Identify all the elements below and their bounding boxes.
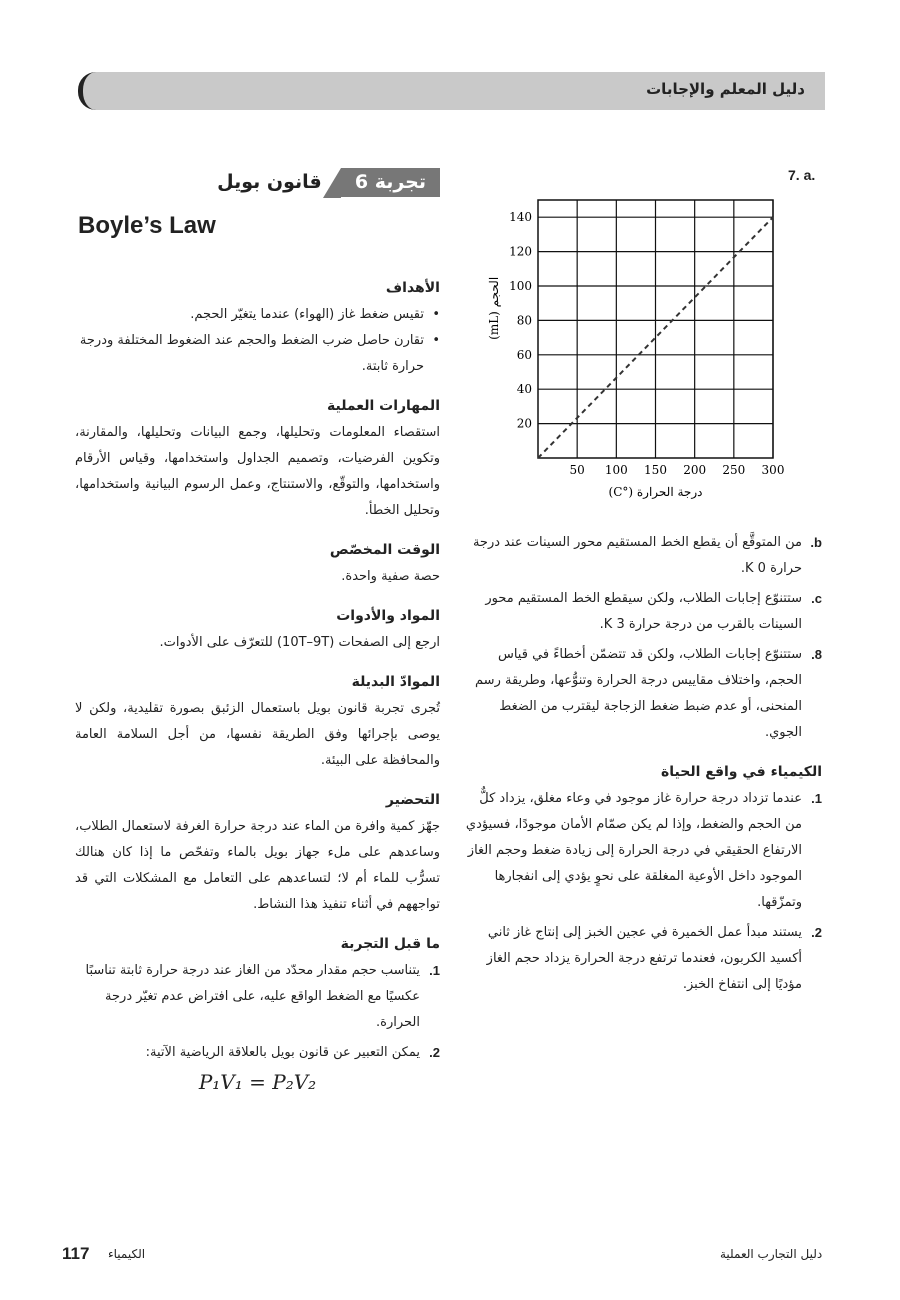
footer-book-title: دليل التجارب العملية <box>720 1247 823 1261</box>
pre-lab-item <box>75 958 440 1036</box>
item-text: من المتوقَّع أن يقطع الخط المستقيم محور السينات عند درجة حرارة 0 K. <box>472 535 802 576</box>
experiment-heading <box>75 168 440 202</box>
real-life-item <box>462 786 822 916</box>
x-axis-label: درجة الحرارة (°C) <box>608 485 703 499</box>
right-content <box>462 530 822 1002</box>
experiment-title: قانون بويل <box>217 171 322 193</box>
item-number: c. <box>811 591 822 606</box>
x-tick-label: 50 <box>569 463 585 477</box>
header-bar <box>78 72 825 110</box>
item-number: 1. <box>429 963 440 978</box>
goal-item: • تقيس ضغط غاز (الهواء) عندما يتغيّر الحجم. <box>75 302 440 328</box>
pre-lab-heading: ما قبل التجربة <box>340 936 440 952</box>
left-column <box>75 168 440 202</box>
materials-text: ارجع إلى الصفحات (10T–9T) للتعرّف على الأدوات. <box>159 635 440 650</box>
experiment-title-en: Boyle’s Law <box>78 212 216 239</box>
boyle-formula: P₁V₁ = P₂V₂ <box>198 1070 317 1094</box>
item-number: 2. <box>429 1045 440 1060</box>
y-tick-label: 140 <box>509 210 532 225</box>
alt-materials-heading: الموادّ البديلة <box>351 674 440 690</box>
x-tick-label: 300 <box>761 463 785 477</box>
item-text: يمكن التعبير عن قانون بويل بالعلاقة الرياضية الآتية: <box>145 1045 420 1060</box>
experiment-tag: تجربة 6 <box>341 168 440 197</box>
item-text: ستتنوّع إجابات الطلاب، ولكن سيقطع الخط المستقيم محور السينات بالقرب من درجة حرارة 3 K. <box>485 591 802 632</box>
prep-text: جهّز كمية وافرة من الماء عند درجة حرارة الغرفة لاستعمال الطلاب، وساعدهم على ملء جهاز بويل بالماء وتفحّص ما إذا كان هنالك تسرُّب للماء أم لا؛ لتساعدهم على التعامل مع المشكلات التي قد تواجههم في أثناء تنفيذ هذا النشاط. <box>75 819 440 912</box>
footer-subject: الكيمياء <box>108 1247 146 1261</box>
prep-heading: التحضير <box>385 792 440 808</box>
x-tick-label: 250 <box>722 463 746 477</box>
y-tick-label: 80 <box>516 313 532 328</box>
real-life-heading: الكيمياء في واقع الحياة <box>661 764 822 780</box>
materials-heading: المواد والأدوات <box>336 608 440 624</box>
y-tick-label: 60 <box>516 347 532 362</box>
answer-item <box>462 642 822 746</box>
goals-heading: الأهداف <box>385 280 440 296</box>
chart-ticks <box>509 210 784 477</box>
y-tick-label: 120 <box>509 244 532 259</box>
real-life-item <box>462 920 822 998</box>
y-tick-label: 40 <box>516 382 532 397</box>
pre-lab-item <box>75 1040 440 1066</box>
x-tick-label: 150 <box>644 463 667 477</box>
skills-text: استقصاء المعلومات وتحليلها، وجمع البيانات وتحليلها، والمقارنة، وتكوين الفرضيات، وتصميم الجداول واستخدامها، وقياس الأرقام واستخدامها، والتوقّع، والاستنتاج، وعمل الرسوم البيانية واستخدامها، وتحليل الخطأ. <box>75 425 440 518</box>
answer-item <box>462 530 822 582</box>
item-number: 1. <box>811 791 822 806</box>
item-text: ستتنوّع إجابات الطلاب، ولكن قد تتضمّن أخطاءً في قياس الحجم، واختلاف مقاييس درجة الحرارة وتنوُّعها، وطريقة رسم المنحنى، أو عدم ضبط ضغط الزجاجة ليقترب من الضغط الجوي. <box>475 647 802 740</box>
time-heading: الوقت المخصّص <box>329 542 440 558</box>
item-number: b. <box>810 535 822 550</box>
x-tick-label: 200 <box>683 463 707 477</box>
header-title: دليل المعلم والإجابات <box>646 80 805 98</box>
item-text: يستند مبدأ عمل الخميرة في عجين الخبز إلى إنتاج غاز ثاني أكسيد الكربون، فعندما ترتفع درجة الحرارة يزداد حجم الغاز مؤديًا إلى انتفاخ الخبز. <box>486 925 802 992</box>
item-number: 8. <box>811 647 822 662</box>
y-axis-label: الحجم (mL) <box>487 276 501 340</box>
question-7a-label: 7. a. <box>788 167 816 183</box>
item-text: يتناسب حجم مقدار محدّد من الغاز عند درجة حرارة ثابتة تناسبًا عكسيًا مع الضغط الواقع عليه، على افتراض عدم تغيّر درجة الحرارة. <box>85 963 420 1030</box>
goals-list <box>75 302 440 380</box>
x-tick-label: 100 <box>604 463 628 477</box>
left-content <box>75 262 440 1094</box>
item-text: عندما تزداد درجة حرارة غاز موجود في وعاء مغلق، يزداد كلٌّ من الحجم والضغط، وإذا لم يكن صمّام الأمان موجودًا، فسيؤدي الارتفاع الحقيقي في درجة الحرارة إلى زيادة ضغط وحجم الغاز الموجود داخل الأوعية المغلقة على نحوٍ يؤدي إلى انفجارها وتمزّقها. <box>465 791 802 910</box>
chart-grid <box>538 200 773 458</box>
page-number: 117 <box>62 1244 90 1263</box>
y-tick-label: 20 <box>516 416 532 431</box>
goal-item: • تقارن حاصل ضرب الضغط والحجم عند الضغوط المختلفة ودرجة حرارة ثابتة. <box>75 328 440 380</box>
volume-temperature-chart <box>470 185 810 510</box>
skills-heading: المهارات العملية <box>326 398 440 414</box>
time-text: حصة صفية واحدة. <box>341 569 440 584</box>
answer-item <box>462 586 822 638</box>
alt-materials-text: تُجرى تجربة قانون بويل باستعمال الزئبق بصورة تقليدية، ولكن لا يوصى بإجرائها وفق الطريقة نفسها، من أجل السلامة العامة والمحافظة على البيئة. <box>75 701 440 768</box>
item-number: 2. <box>811 925 822 940</box>
y-tick-label: 100 <box>509 279 532 293</box>
